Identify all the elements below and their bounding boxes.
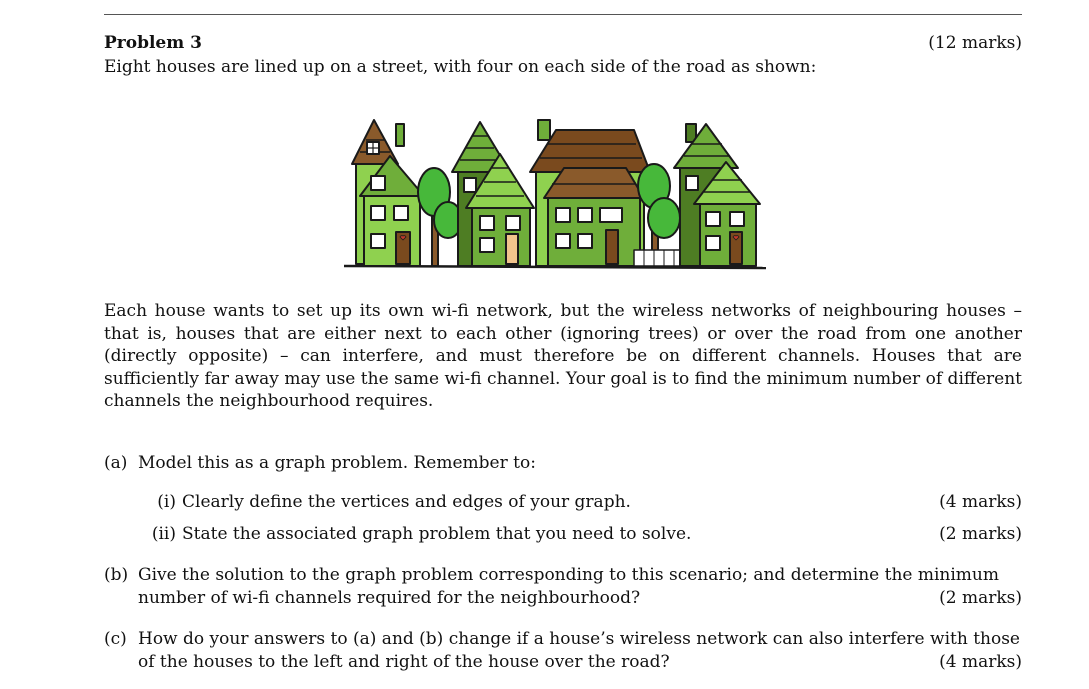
question-c-line2: of the houses to the left and right of the house over the road? <box>138 651 670 672</box>
part-ii-text: State the associated graph problem that you need to solve. <box>182 524 692 544</box>
part-i-marks: (4 marks) <box>939 492 1022 512</box>
question-c-label: (c) <box>104 629 127 649</box>
question-a <box>104 452 1022 475</box>
part-i-label: (i) <box>157 492 176 512</box>
question-b <box>104 564 1022 609</box>
question-b-label: (b) <box>104 565 129 585</box>
problem-description: Each house wants to set up its own wi-fi network, but the wireless networks of neighbouring houses – that is, houses that are either next to each other (ignoring trees) or over the road from one another (directly opposite) – can interfere, and must therefore be on different channels. Houses that are sufficiently far away may use the same wi-fi channel. Your goal is to find the minimum number of different channels the neighbourhood requires. <box>104 301 1022 411</box>
top-rule <box>104 14 1022 15</box>
question-b-line2: number of wi-fi channels required for the neighbourhood? <box>138 587 641 608</box>
question-a-label: (a) <box>104 453 128 473</box>
question-a-part-i <box>138 491 1022 514</box>
problem-total-marks: (12 marks) <box>928 33 1022 53</box>
part-ii-label: (ii) <box>151 524 176 544</box>
problem-intro: Eight houses are lined up on a street, with four on each side of the road as shown: <box>104 57 817 77</box>
question-c <box>104 628 1022 673</box>
problem-title: Problem 3 <box>104 33 202 53</box>
question-c-marks: (4 marks) <box>939 651 1022 672</box>
houses-street-illustration <box>334 112 774 272</box>
problem-page <box>104 0 1022 689</box>
part-ii-marks: (2 marks) <box>939 524 1022 544</box>
question-b-marks: (2 marks) <box>939 587 1022 608</box>
question-b-line1: Give the solution to the graph problem corresponding to this scenario; and determine the minimum <box>138 565 999 585</box>
question-c-line1: How do your answers to (a) and (b) change if a house’s wireless network can also interfere with those <box>138 629 1020 649</box>
question-a-part-ii <box>138 523 1022 546</box>
question-a-text: Model this as a graph problem. Remember to: <box>138 453 536 473</box>
part-i-text: Clearly define the vertices and edges of your graph. <box>182 492 631 512</box>
problem-header <box>104 33 1022 53</box>
